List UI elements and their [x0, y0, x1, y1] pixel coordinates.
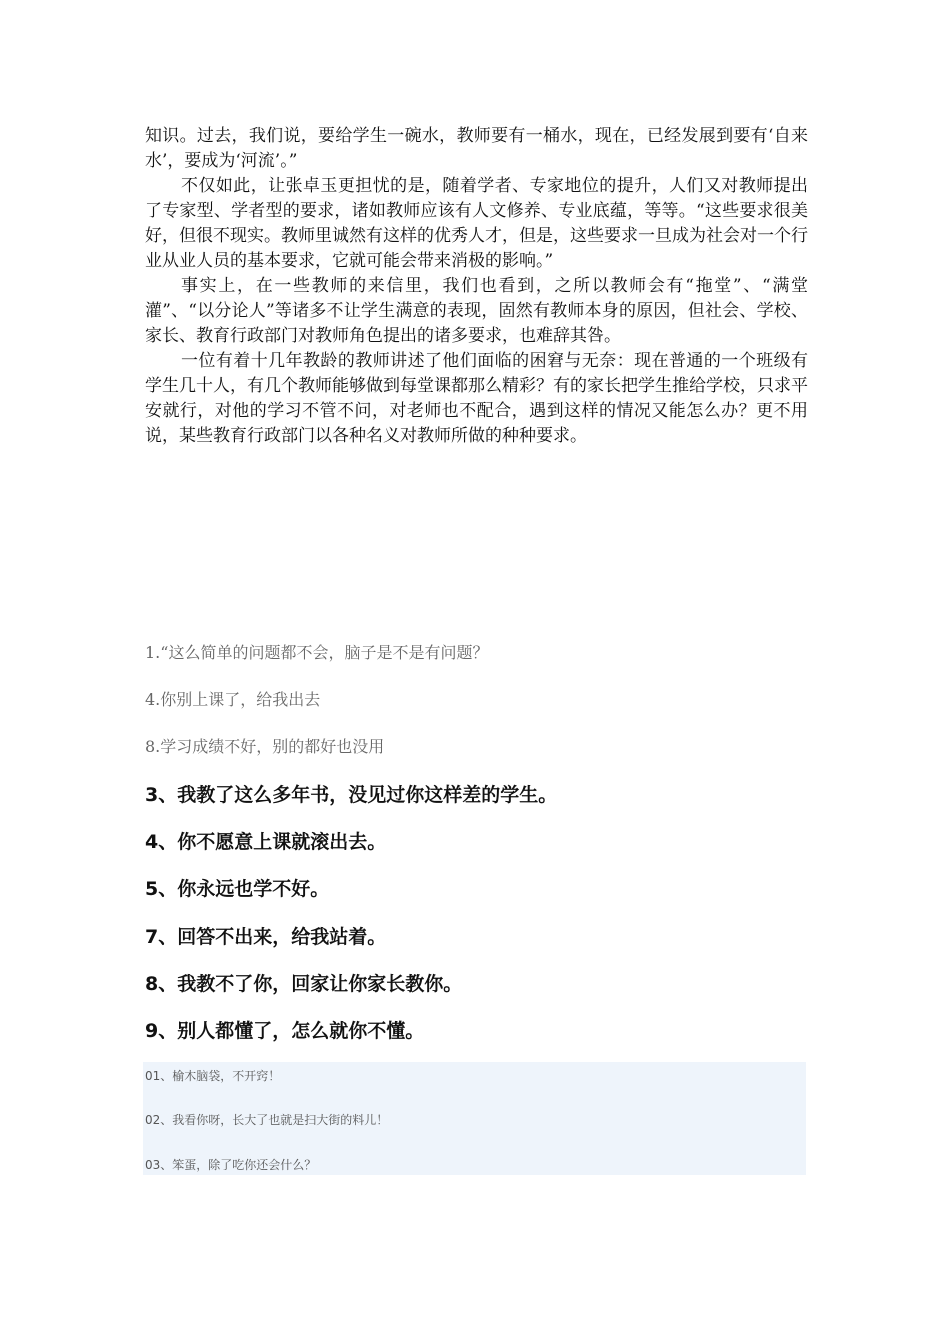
gray-list-item: 1.“这么简单的问题都不会，脑子是不是有问题？	[145, 643, 489, 662]
paragraph-continuation: 知识。过去，我们说，要给学生一碗水，教师要有一桶水，现在，已经发展到要有‘自来水’，要成为‘河流’。”	[145, 126, 808, 171]
paragraph: 一位有着十几年教龄的教师讲述了他们面临的困窘与无奈：现在普通的一个班级有学生几十人，有几个教师能够做到每堂课都那么精彩？有的家长把学生推给学校，只求平安就行，对他的学习不管不问，对老师也不配合，遇到这样的情况又能怎么办？更不用说，某些教育行政部门以各种名义对教师所做的种种要求。	[145, 351, 808, 446]
bold-list-item: 7、回答不出来，给我站着。	[145, 926, 387, 948]
bold-list-item: 8、我教不了你，回家让你家长教你。	[145, 973, 463, 995]
highlight-list-item: 02、我看你呀，长大了也就是扫大街的料儿！	[145, 1113, 389, 1127]
bold-list-item: 9、别人都懂了，怎么就你不懂。	[145, 1020, 425, 1042]
bold-list-item: 5、你永远也学不好。	[145, 878, 330, 900]
article-body	[145, 124, 808, 449]
bold-list-item: 4、你不愿意上课就滚出去。	[145, 831, 387, 853]
gray-list-item: 4.你别上课了，给我出去	[145, 690, 321, 709]
highlight-list-item: 03、笨蛋，除了吃你还会什么？	[145, 1158, 317, 1172]
highlight-list-item: 01、榆木脑袋，不开窍！	[145, 1069, 281, 1083]
gray-list-item: 8.学习成绩不好，别的都好也没用	[145, 737, 385, 756]
bold-list-item: 3、我教了这么多年书，没见过你这样差的学生。	[145, 784, 558, 806]
paragraph: 事实上，在一些教师的来信里，我们也看到，之所以教师会有“拖堂”、“满堂灌”、“以分论人”等诸多不让学生满意的表现，固然有教师本身的原因，但社会、学校、家长、教育行政部门对教师角色提出的诸多要求，也难辞其咎。	[145, 276, 808, 346]
paragraph: 不仅如此，让张卓玉更担忧的是，随着学者、专家地位的提升，人们又对教师提出了专家型、学者型的要求，诸如教师应该有人文修养、专业底蕴，等等。“这些要求很美好，但很不现实。教师里诚然有这样的优秀人才，但是，这些要求一旦成为社会对一个行业从业人员的基本要求，它就可能会带来消极的影响。”	[145, 176, 808, 271]
